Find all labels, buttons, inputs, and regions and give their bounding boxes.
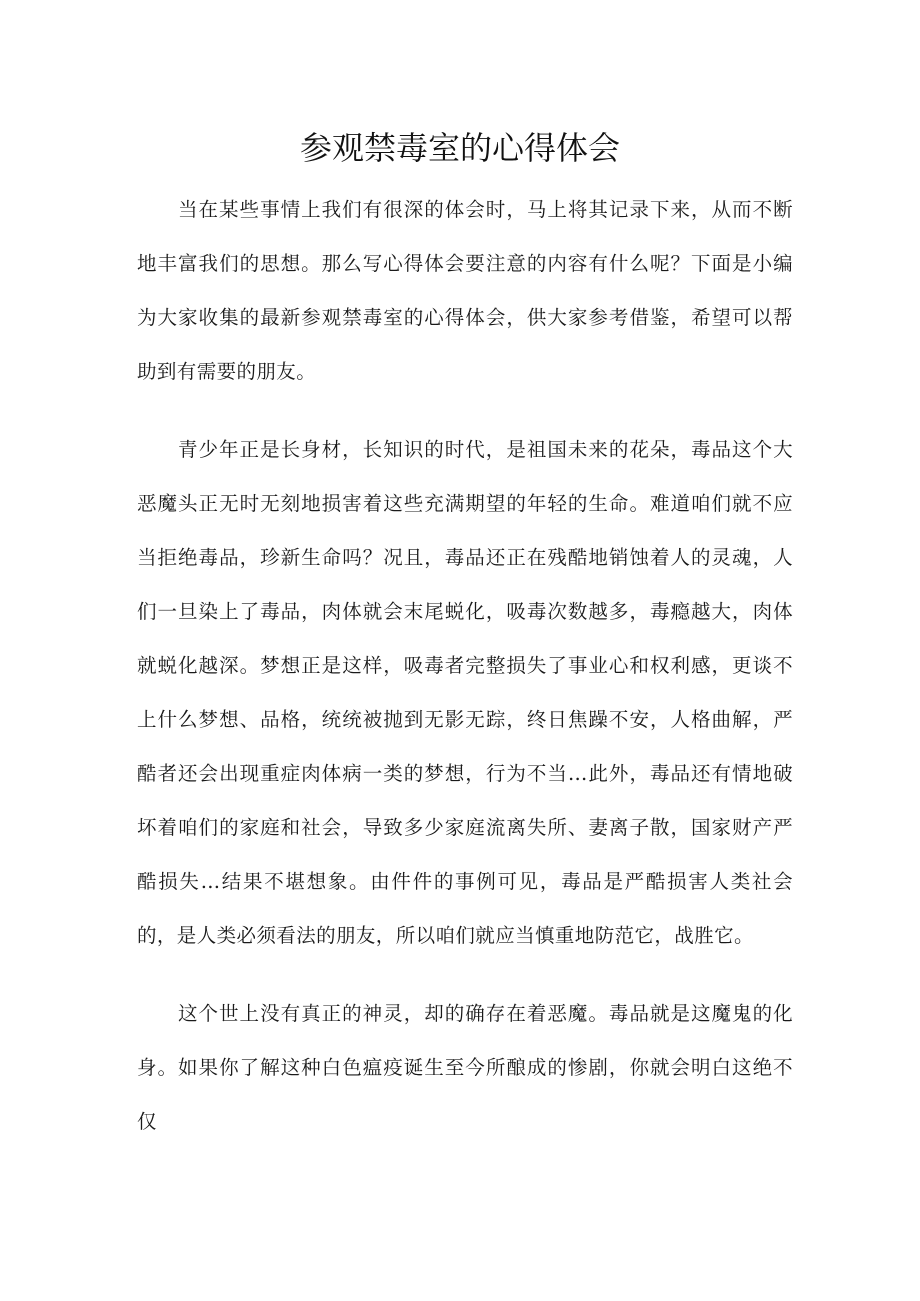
document-title: 参观禁毒室的心得体会 <box>299 129 620 167</box>
paragraph-demon: 这个世上没有真正的神灵，却的确存在着恶魔。毒品就是这魔鬼的化身。如果你了解这种白色瘟疫诞生至今所酿成的惨剧，你就会明白这绝不仅 <box>137 1002 793 1133</box>
document-body <box>137 183 793 1173</box>
paragraph-intro: 当在某些事情上我们有很深的体会时，马上将其记录下来，从而不断地丰富我们的思想。那么写心得体会要注意的内容有什么呢？下面是小编为大家收集的最新参观禁毒室的心得体会，供大家参考借鉴，希望可以帮助到有需要的朋友。 <box>137 198 793 383</box>
paragraph-youth: 青少年正是长身材，长知识的时代，是祖国未来的花朵，毒品这个大恶魔头正无时无刻地损害着这些充满期望的年轻的生命。难道咱们就不应当拒绝毒品，珍新生命吗？况且，毒品还正在残酷地销蚀着人的灵魂，人们一旦染上了毒品，肉体就会末尾蜕化，吸毒次数越多，毒瘾越大，肉体就蜕化越深。梦想正是这样，吸毒者完整损失了事业心和权利感，更谈不上什么梦想、品格，统统被抛到无影无踪，终日焦躁不安，人格曲解，严酷者还会出现重症肉体病一类的梦想，行为不当…此外，毒品还有情地破坏着咱们的家庭和社会，导致多少家庭流离失所、妻离子散，国家财产严酷损失…结果不堪想象。由件件的事例可见，毒品是严酷损害人类社会的，是人类必须看法的朋友，所以咱们就应当慎重地防范它，战胜它。 <box>137 438 793 947</box>
